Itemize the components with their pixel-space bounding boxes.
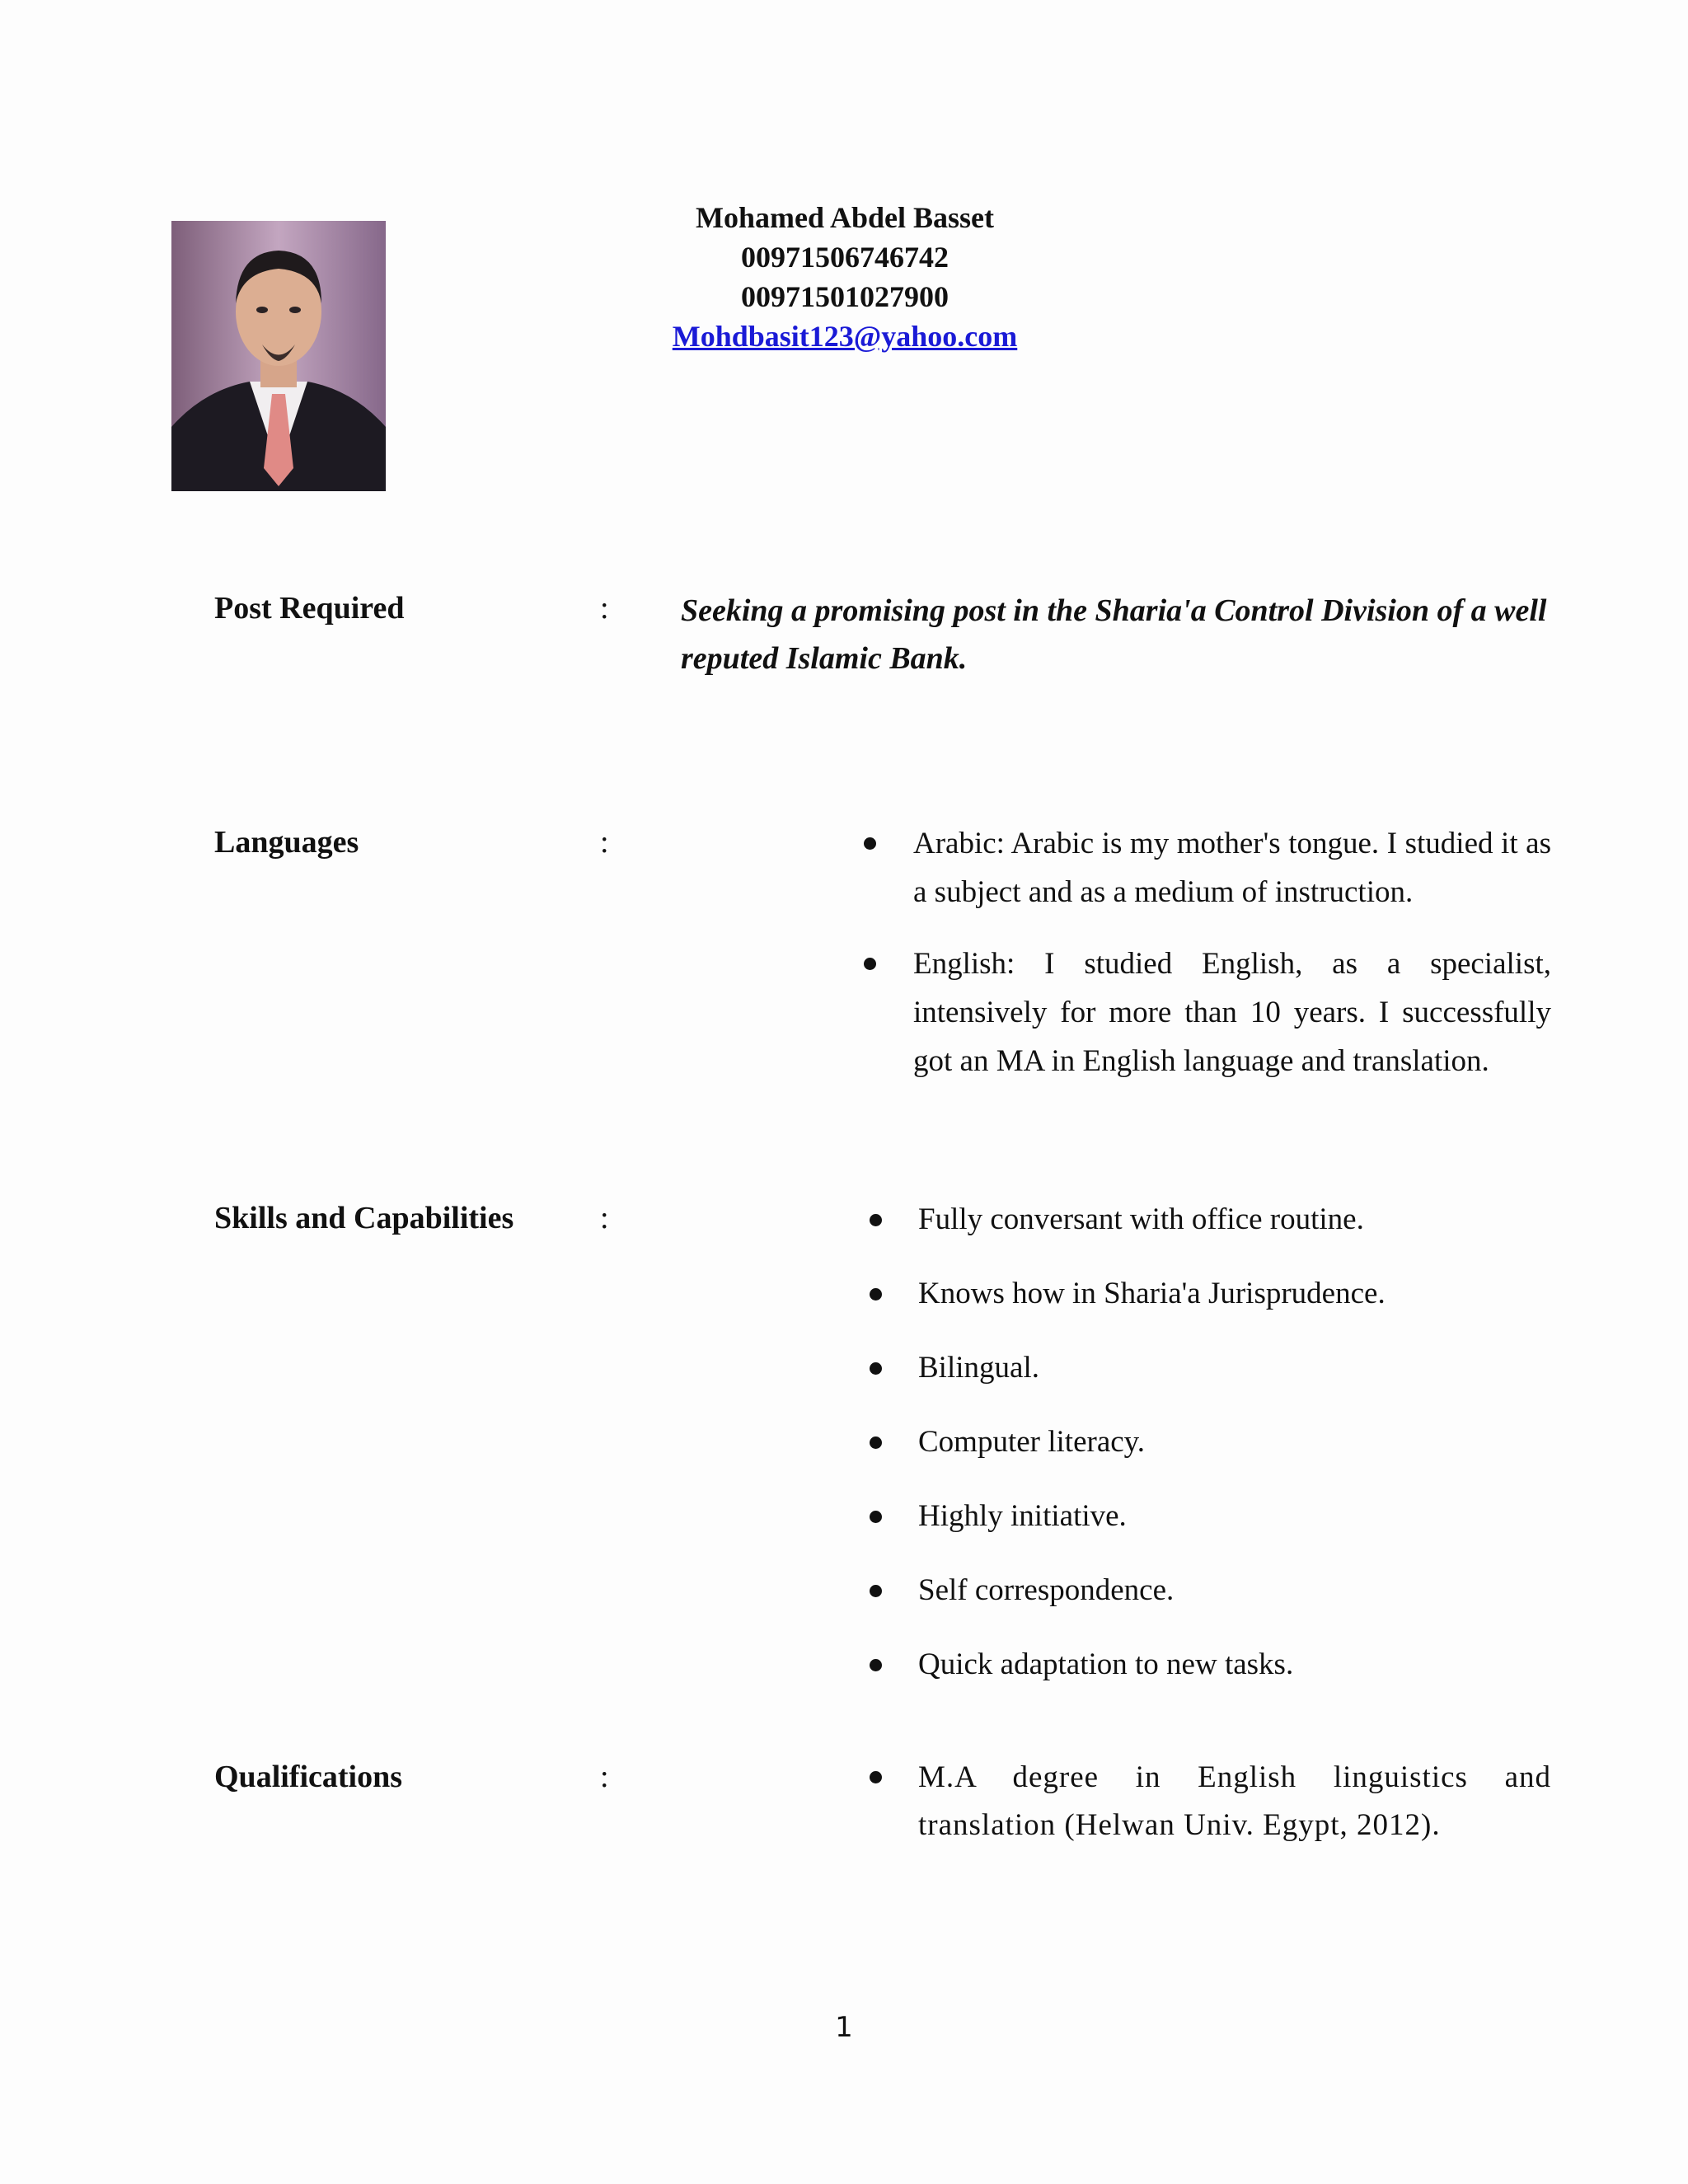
skill-text: Bilingual. — [918, 1351, 1039, 1385]
email-link[interactable]: Mohdbasit123@yahoo.com — [672, 320, 1018, 353]
list-item — [918, 1640, 1551, 1690]
skill-text: Self correspondence. — [918, 1573, 1175, 1607]
post-required-text: Seeking a promising post in the Sharia'a Control Division of a well reputed Islamic Bank. — [681, 593, 1547, 676]
post-required-label: Post Required — [214, 591, 405, 626]
qualifications-colon: : — [600, 1760, 609, 1794]
post-required-colon: : — [600, 591, 609, 626]
skills-colon: : — [600, 1201, 609, 1235]
languages-label: Languages — [214, 825, 359, 860]
qualification-text: M.A degree in English linguistics and translation (Helwan Univ. Egypt, 2012). — [918, 1760, 1551, 1842]
phone-number-2: 00971501027900 — [741, 280, 949, 313]
list-item — [918, 1754, 1551, 1849]
skills-label: Skills and Capabilities — [214, 1201, 514, 1235]
bullet-icon — [864, 837, 876, 850]
contact-header — [577, 198, 1113, 356]
skill-text: Knows how in Sharia'a Jurisprudence. — [918, 1277, 1386, 1310]
skill-text: Quick adaptation to new tasks. — [918, 1647, 1294, 1681]
skill-text: Highly initiative. — [918, 1499, 1127, 1533]
language-arabic-text: Arabic: Arabic is my mother's tongue. I studied it as a subject and as a medium of instruction. — [913, 827, 1551, 909]
bullet-icon — [870, 1288, 882, 1301]
bullet-icon — [864, 958, 876, 970]
list-item — [918, 1343, 1551, 1393]
list-item — [913, 819, 1551, 916]
bullet-icon — [870, 1436, 882, 1449]
skills-list — [918, 1195, 1551, 1714]
language-english-text: English: I studied English, as a specialist, intensively for more than 10 years. I successfully got an MA in English language and translation. — [913, 947, 1551, 1078]
bullet-icon — [870, 1585, 882, 1597]
skill-text: Computer literacy. — [918, 1425, 1146, 1459]
page-number: 1 — [835, 2011, 853, 2044]
applicant-name: Mohamed Abdel Basset — [695, 201, 995, 234]
qualifications-list — [918, 1754, 1551, 1849]
list-item — [918, 1195, 1551, 1244]
phone-number-1: 00971506746742 — [741, 241, 949, 274]
languages-list — [913, 819, 1551, 1108]
list-item — [918, 1566, 1551, 1615]
bullet-icon — [870, 1511, 882, 1523]
list-item — [918, 1418, 1551, 1467]
bullet-icon — [870, 1771, 882, 1783]
list-item — [918, 1492, 1551, 1541]
bullet-icon — [870, 1362, 882, 1375]
skill-text: Fully conversant with office routine. — [918, 1202, 1364, 1236]
profile-photo — [171, 221, 386, 491]
bullet-icon — [870, 1214, 882, 1226]
qualifications-label: Qualifications — [214, 1760, 403, 1794]
list-item — [918, 1269, 1551, 1319]
languages-colon: : — [600, 825, 609, 860]
list-item — [913, 940, 1551, 1085]
bullet-icon — [870, 1659, 882, 1671]
